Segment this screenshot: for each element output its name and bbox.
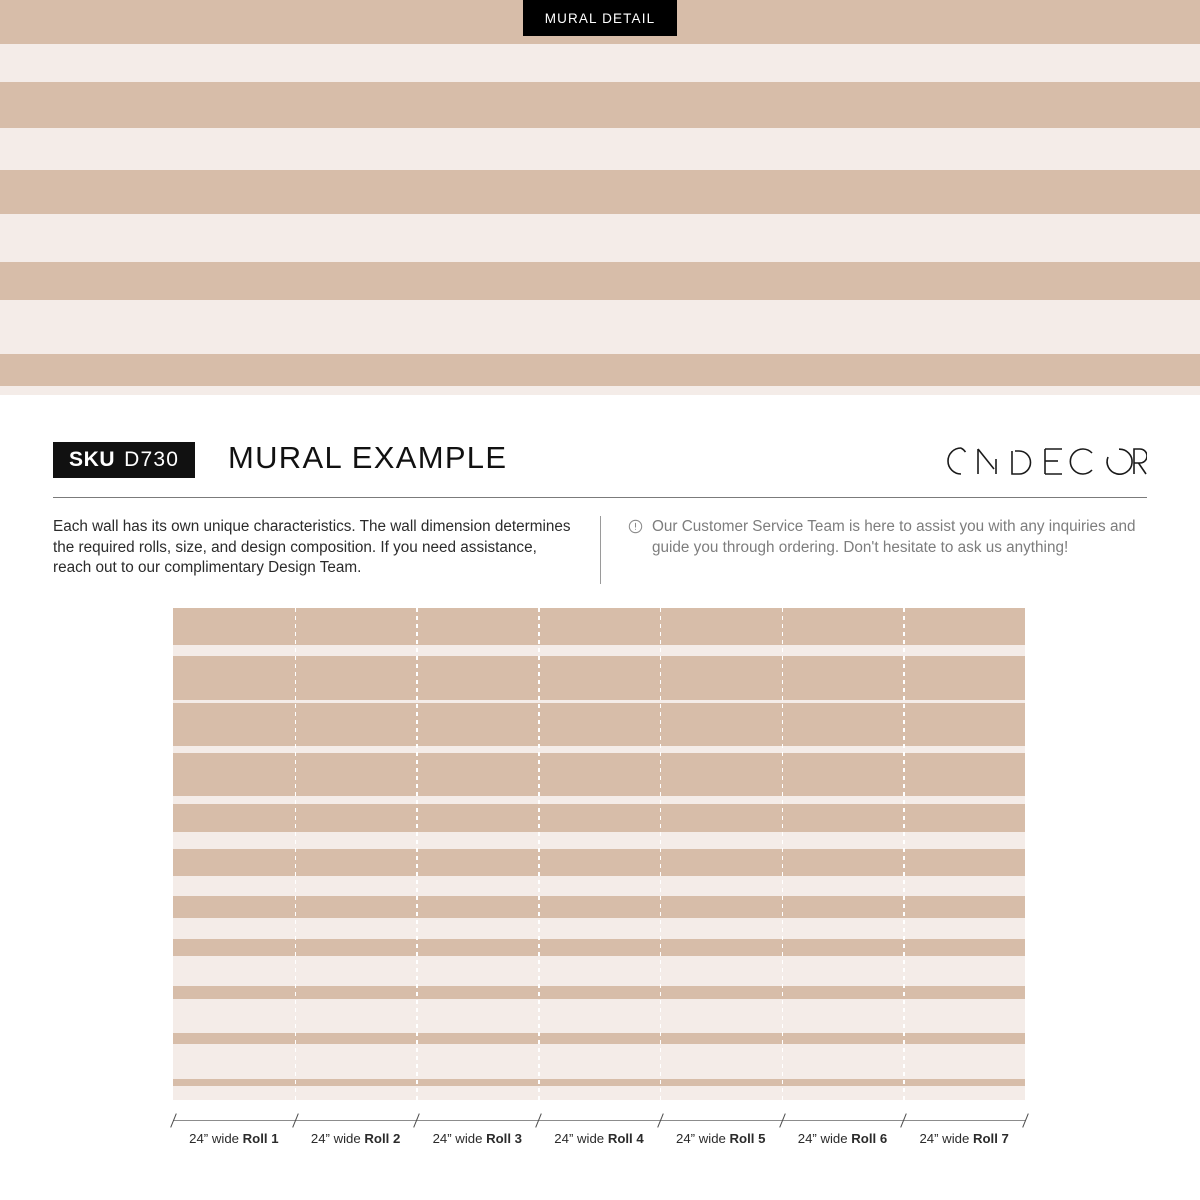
mural-stripe bbox=[173, 656, 1025, 700]
alert-circle-icon bbox=[628, 519, 643, 534]
roll-seam bbox=[416, 608, 418, 1100]
roll-label-4 bbox=[538, 1131, 660, 1146]
roll-seam bbox=[782, 608, 784, 1100]
roll-name: Roll 1 bbox=[242, 1131, 279, 1146]
mural-stripe bbox=[173, 804, 1025, 832]
sku-badge bbox=[53, 442, 195, 478]
mural-stripe bbox=[173, 896, 1025, 918]
banner-stripe bbox=[0, 354, 1200, 386]
mural-detail-tab-label: MURAL DETAIL bbox=[544, 10, 656, 26]
banner-stripe bbox=[0, 386, 1200, 395]
roll-width-label: 24” wide bbox=[432, 1131, 487, 1146]
mural-stripe bbox=[173, 703, 1025, 746]
roll-label-2 bbox=[295, 1131, 417, 1146]
banner-stripe bbox=[0, 128, 1200, 170]
roll-width-label: 24” wide bbox=[919, 1131, 973, 1146]
customer-service-text: Our Customer Service Team is here to assist you with any inquiries and guide you through ordering. Don't hesitate to ask us anything! bbox=[652, 518, 1136, 556]
mural-stripe bbox=[173, 753, 1025, 796]
banner-stripe bbox=[0, 44, 1200, 82]
mural-stripe bbox=[173, 939, 1025, 956]
roll-width-label: 24” wide bbox=[554, 1131, 608, 1146]
header-divider bbox=[53, 497, 1147, 498]
mural-stripe bbox=[173, 1079, 1025, 1086]
roll-name: Roll 4 bbox=[607, 1131, 644, 1146]
mural-stripe bbox=[173, 849, 1025, 876]
roll-measurement-bar bbox=[173, 1120, 1025, 1122]
roll-label-5 bbox=[660, 1131, 782, 1146]
mural-stripe bbox=[173, 986, 1025, 999]
mural-stripe bbox=[173, 608, 1025, 645]
roll-width-label: 24” wide bbox=[676, 1131, 730, 1146]
banner-stripe bbox=[0, 170, 1200, 214]
banner-stripe bbox=[0, 82, 1200, 128]
banner-stripe bbox=[0, 262, 1200, 300]
title-row bbox=[53, 440, 1147, 488]
column-divider bbox=[600, 516, 601, 584]
sku-value: D730 bbox=[124, 448, 180, 471]
measurement-line bbox=[173, 1120, 1025, 1121]
roll-seam bbox=[903, 608, 905, 1100]
roll-name: Roll 5 bbox=[729, 1131, 766, 1146]
roll-labels bbox=[173, 1131, 1025, 1146]
roll-seam bbox=[295, 608, 297, 1100]
mural-stripe bbox=[173, 1033, 1025, 1044]
roll-seam bbox=[538, 608, 540, 1100]
page-title: MURAL EXAMPLE bbox=[228, 440, 508, 475]
banner-stripe bbox=[0, 300, 1200, 354]
roll-width-label: 24” wide bbox=[310, 1131, 365, 1146]
roll-width-label: 24” wide bbox=[797, 1131, 852, 1146]
banner-stripe bbox=[0, 214, 1200, 262]
mural-detail-tab bbox=[523, 0, 677, 36]
roll-name: Roll 3 bbox=[486, 1131, 522, 1146]
roll-width-label: 24” wide bbox=[189, 1131, 243, 1146]
wall-description-text: Each wall has its own unique characteristics. The wall dimension determines the required rolls, size, and design composition. If you need assistance, reach out to our complimentary Design Team. bbox=[53, 518, 571, 576]
sku-label: SKU bbox=[69, 448, 116, 471]
roll-label-3 bbox=[416, 1131, 538, 1146]
roll-name: Roll 2 bbox=[364, 1131, 401, 1146]
mural-detail-banner bbox=[0, 0, 1200, 395]
roll-label-1 bbox=[173, 1131, 295, 1146]
ondecor-logo bbox=[937, 438, 1147, 484]
customer-service-note bbox=[628, 517, 1148, 558]
roll-name: Roll 6 bbox=[851, 1131, 888, 1146]
roll-label-6 bbox=[782, 1131, 904, 1146]
roll-name: Roll 7 bbox=[972, 1131, 1009, 1146]
roll-seam bbox=[660, 608, 662, 1100]
roll-label-7 bbox=[903, 1131, 1025, 1146]
mural-preview bbox=[173, 608, 1025, 1100]
